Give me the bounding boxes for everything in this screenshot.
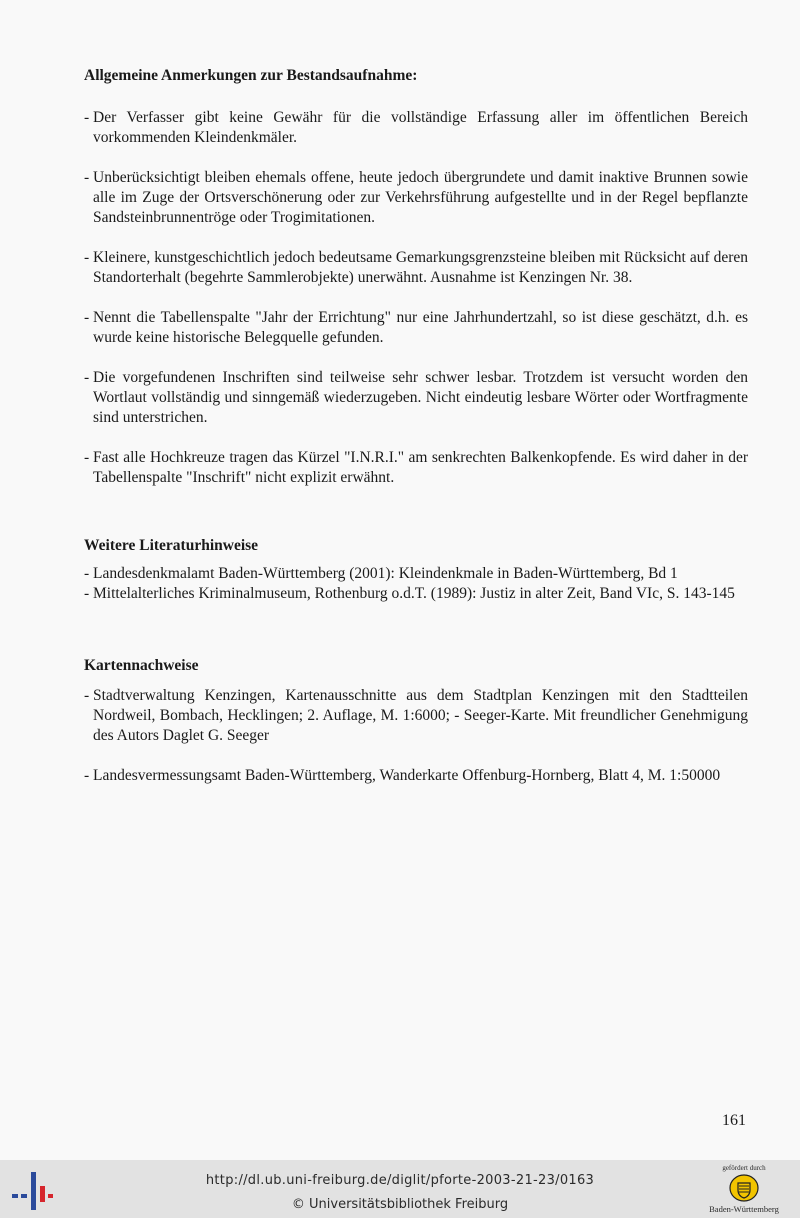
section-heading: Weitere Literaturhinweise: [84, 537, 259, 554]
list-item: - Mittelalterliches Kriminalmuseum, Rothenburg o.d.T. (1989): Justiz in alter Zeit, Band VIc, S. 143-145: [84, 585, 735, 602]
section-literature: [84, 536, 748, 604]
funding-label: gefördert durch: [722, 1164, 766, 1172]
page-content: [84, 66, 748, 806]
list-item: - Nennt die Tabellenspalte "Jahr der Errichtung" nur eine Jahrhundertzahl, so ist diese geschätzt, d.h. es wurde keine historische Belegquelle gefunden.: [84, 309, 748, 346]
list-item: - Unberücksichtigt bleiben ehemals offene, heute jedoch übergrundete und damit inaktive Brunnen sowie alle im Zuge der Ortsverschönerung oder zur Verkehrsführung aufgestellte und in der Regel bepflanzte Sandsteinbrunnentröge oder Trogimitationen.: [84, 169, 748, 226]
list-item: - Der Verfasser gibt keine Gewähr für die vollständige Erfassung aller im öffentlichen Bereich vorkommenden Kleindenkmäler.: [84, 109, 748, 146]
section-map-sources: [84, 656, 748, 786]
list-item: - Fast alle Hochkreuze tragen das Kürzel "I.N.R.I." am senkrechten Balkenkopfende. Es wird daher in der Tabellenspalte "Inschrift" nicht explizit erwähnt.: [84, 449, 748, 486]
section-heading: Kartennachweise: [84, 657, 199, 674]
list-item: - Kleinere, kunstgeschichtlich jedoch bedeutsame Gemarkungsgrenzsteine bleiben mit Rücksicht auf deren Standorterhalt (begehrte Sammlerobjekte) unerwähnt. Ausnahme ist Kenzingen Nr. 38.: [84, 249, 748, 286]
funding-badge: [692, 1164, 796, 1216]
footer-bar: [0, 1160, 800, 1218]
baden-wuerttemberg-crest-icon: [729, 1174, 759, 1202]
section-general-notes: [84, 66, 748, 488]
list-item: - Landesvermessungsamt Baden-Württemberg, Wanderkarte Offenburg-Hornberg, Blatt 4, M. 1:50000: [84, 767, 721, 784]
document-url-link[interactable]: http://dl.ub.uni-freiburg.de/diglit/pforte-2003-21-23/0163: [205, 1173, 595, 1188]
funding-org: Baden-Württemberg: [709, 1204, 779, 1214]
list-item: - Landesdenkmalamt Baden-Württemberg (2001): Kleindenkmale in Baden-Württemberg, Bd 1: [84, 565, 678, 582]
copyright-text: © Universitätsbibliothek Freiburg: [291, 1197, 509, 1212]
list-item: - Die vorgefundenen Inschriften sind teilweise sehr schwer lesbar. Trotzdem ist versucht worden den Wortlaut vollständig und sinngemäß wiederzugeben. Nicht eindeutig lesbare Wörter oder Wortfragmente sind unterstrichen.: [84, 369, 748, 426]
section-heading: Allgemeine Anmerkungen zur Bestandsaufnahme:: [84, 67, 418, 84]
page-number: 161: [722, 1112, 746, 1129]
list-item: - Stadtverwaltung Kenzingen, Kartenausschnitte aus dem Stadtplan Kenzingen mit den Stadtteilen Nordweil, Bombach, Hecklingen; 2. Auflage, M. 1:6000; - Seeger-Karte. Mit freundlicher Genehmigung des Autors Daglet G. Seeger: [84, 687, 748, 744]
